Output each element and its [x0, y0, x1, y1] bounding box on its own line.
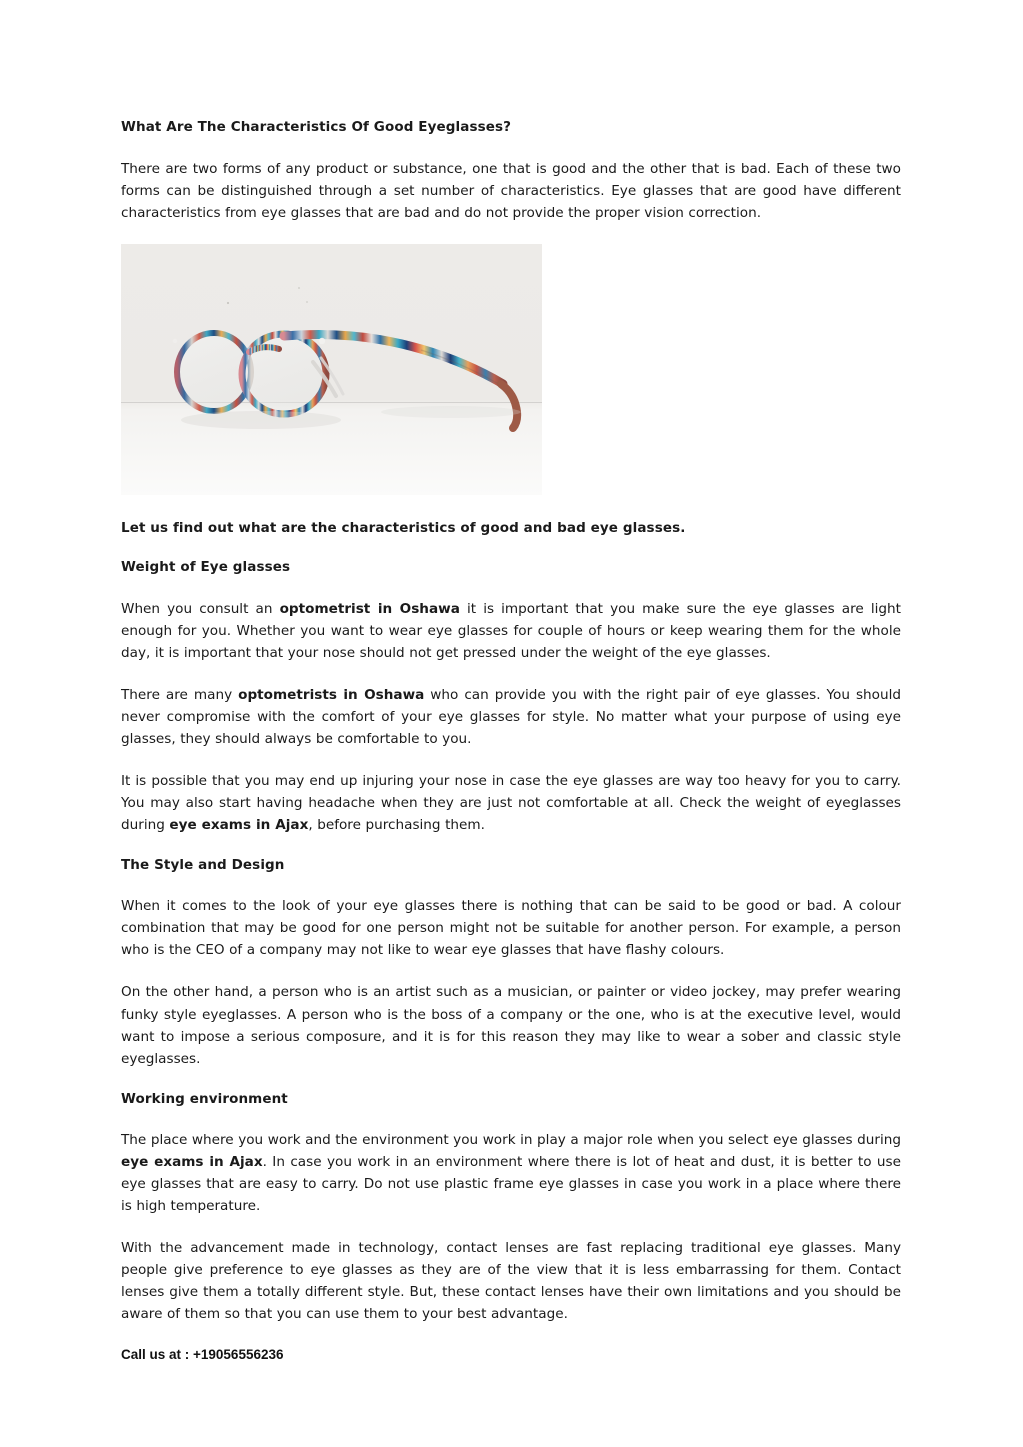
eyeglasses-illustration	[121, 244, 542, 495]
eyeglasses-photo	[121, 244, 542, 495]
call-us-line: Call us at : +19056556236	[121, 1347, 284, 1363]
working-paragraph-2: With the advancement made in technology, contact lenses are fast replacing traditional eye glasses. Many people give preference to eye glasses as they are of the view that it is less embarrassing for them. Contact lenses give them a totally different style. But, these contact lenses have their own limitations and you should be aware of them so that you can use them to your best advantage.	[121, 1240, 901, 1323]
section-heading-style: The Style and Design	[121, 856, 285, 873]
weight-paragraph-3	[121, 770, 901, 836]
emphasis-text: eye exams in Ajax	[121, 1154, 263, 1171]
body-text: . In case you work in an environment where there is lot of heat and dust, it is better to use eye glasses that are easy to carry. Do not use plastic frame eye glasses in case you work in a place where there is high temperature.	[121, 1154, 901, 1215]
emphasis-text: optometrists in Oshawa	[238, 686, 425, 703]
page-title: What Are The Characteristics Of Good Eyeglasses?	[121, 119, 512, 135]
body-text: it is important that you make sure the eye glasses are light enough for you. Whether you want to wear eye glasses for couple of hours or keep wearing them for the whole day, it is important that your nose should not get pressed under the weight of the eye glasses.	[121, 600, 901, 661]
emphasis-text: optometrist in Oshawa	[279, 600, 460, 617]
body-text: The place where you work and the environment you work in play a major role when you select eye glasses during	[121, 1132, 901, 1149]
body-text: who can provide you with the right pair of eye glasses. You should never compromise with the comfort of your eye glasses for style. No matter what your purpose of using eye glasses, they should always be comfortable to you.	[121, 686, 902, 747]
working-paragraph-1	[121, 1129, 901, 1217]
weight-paragraph-2	[121, 684, 901, 750]
section-heading-weight: Weight of Eye glasses	[121, 559, 291, 576]
eyeglasses-photo-frame	[121, 244, 542, 495]
section-heading-working-environment: Working environment	[121, 1090, 288, 1107]
lead-in-heading: Let us find out what are the characteristics of good and bad eye glasses.	[121, 519, 686, 536]
body-text: When you consult an	[121, 600, 280, 617]
emphasis-text: eye exams in Ajax	[169, 816, 309, 833]
style-paragraph-2: On the other hand, a person who is an artist such as a musician, or painter or video jockey, may prefer wearing funky style eyeglasses. A person who is the boss of a company or the one, who is at the executive level, would want to impose a serious composure, and it is for this reason they may like to wear a sober and classic style eyeglasses.	[121, 984, 901, 1067]
intro-paragraph: There are two forms of any product or substance, one that is good and the other that is bad. Each of these two forms can be distinguished through a set number of characteristics. Eye glasses that are good have different characteristics from eye glasses that are bad and do not provide the proper vision correction.	[121, 160, 901, 221]
body-text: There are many	[121, 686, 239, 703]
weight-paragraph-1	[121, 598, 901, 664]
style-paragraph-1: When it comes to the look of your eye glasses there is nothing that can be said to be good or bad. A colour combination that may be good for one person might not be suitable for another person. For example, a person who is the CEO of a company may not like to wear eye glasses that have flashy colours.	[121, 898, 901, 959]
body-text: , before purchasing them.	[308, 816, 485, 833]
document-content	[121, 118, 901, 1365]
body-text: It is possible that you may end up injuring your nose in case the eye glasses are way too heavy for you to carry. You may also start having headache when they are just not comfortable at all. Check the weight of eyeglasses during	[121, 772, 901, 833]
